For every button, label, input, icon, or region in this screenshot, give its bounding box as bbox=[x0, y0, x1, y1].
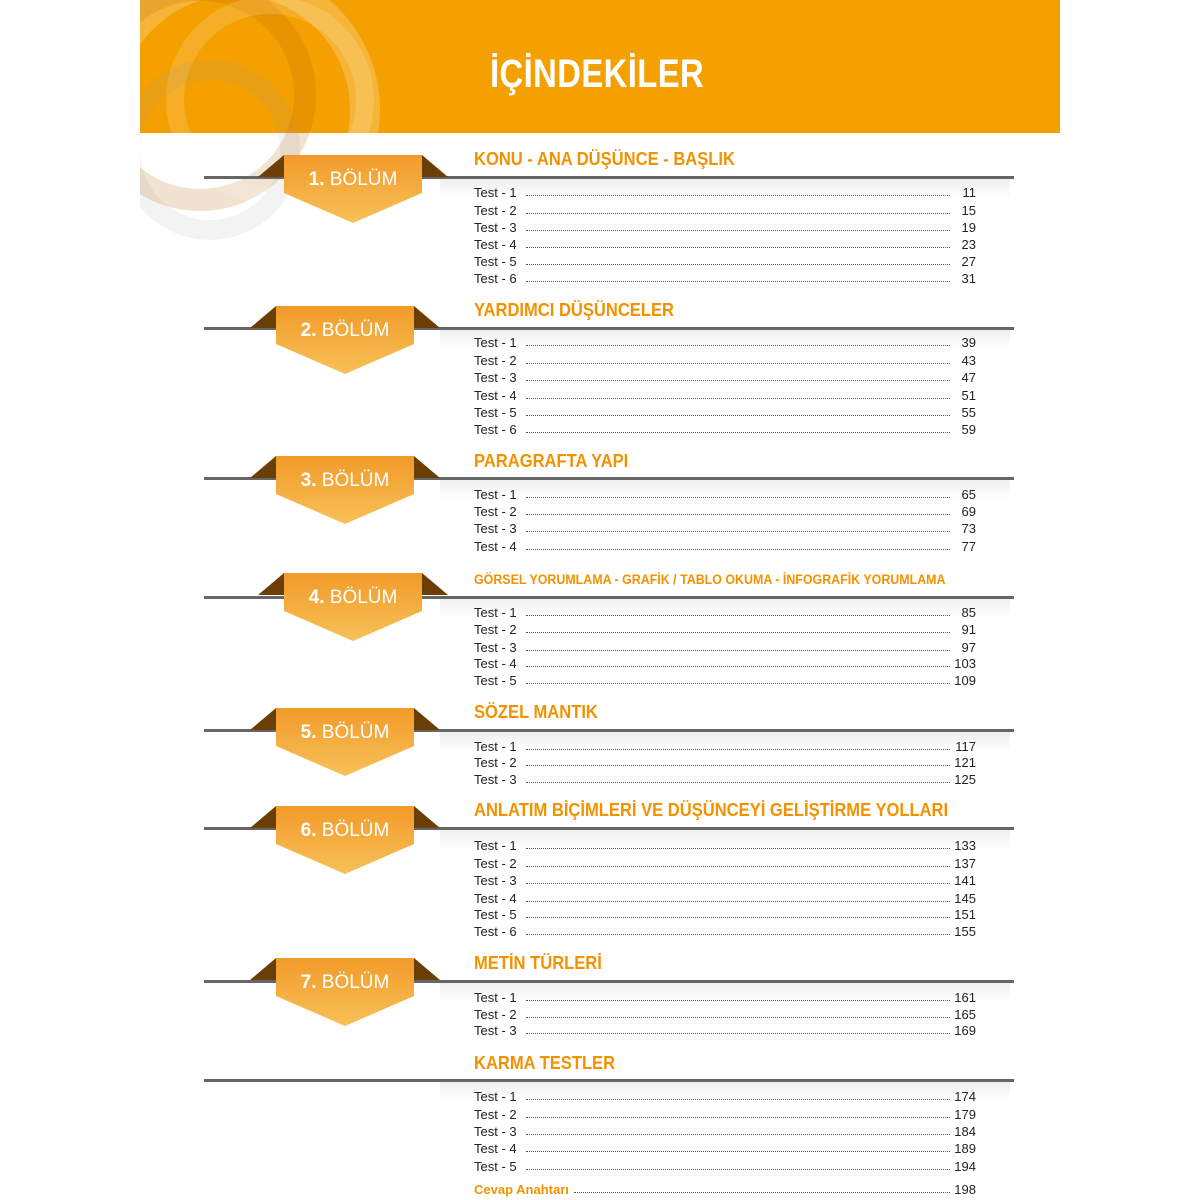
toc-row-page: 91 bbox=[961, 622, 976, 637]
toc-row[interactable] bbox=[474, 352, 976, 369]
toc-row[interactable] bbox=[474, 1158, 976, 1175]
toc-row-label: Test - 4 bbox=[474, 388, 517, 403]
toc-row[interactable] bbox=[474, 387, 976, 404]
toc-row[interactable] bbox=[474, 639, 976, 656]
toc-row[interactable] bbox=[474, 655, 976, 672]
toc-row-label: Test - 5 bbox=[474, 1159, 517, 1174]
toc-row-label: Test - 1 bbox=[474, 185, 517, 200]
toc-row-page: 198 bbox=[954, 1182, 976, 1197]
badge-label: BÖLÜM bbox=[329, 169, 398, 190]
section-title: ANLATIM BİÇİMLERİ VE DÜŞÜNCEYİ GELİŞTİRME YOLLARI bbox=[474, 800, 949, 820]
section-badge bbox=[250, 456, 440, 526]
section-title: PARAGRAFTA YAPI bbox=[474, 451, 629, 471]
toc-row-page: 103 bbox=[954, 656, 976, 671]
toc-row[interactable] bbox=[474, 1022, 976, 1039]
toc-row[interactable] bbox=[474, 270, 976, 287]
toc-row[interactable] bbox=[474, 486, 976, 503]
toc-row-page: 165 bbox=[954, 1007, 976, 1022]
toc-row-label: Test - 4 bbox=[474, 891, 517, 906]
toc-row-page: 161 bbox=[954, 990, 976, 1005]
toc-row-page: 184 bbox=[954, 1124, 976, 1139]
toc-row[interactable] bbox=[474, 236, 976, 253]
toc-row[interactable] bbox=[474, 604, 976, 621]
toc-row-page: 59 bbox=[961, 422, 976, 437]
toc-row-page: 125 bbox=[954, 772, 976, 787]
toc-row-label: Test - 4 bbox=[474, 539, 517, 554]
badge-label: BÖLÜM bbox=[321, 320, 390, 341]
toc-row-page: 174 bbox=[954, 1089, 976, 1104]
page-title: İÇİNDEKİLER bbox=[490, 52, 705, 96]
toc-row-label: Test - 1 bbox=[474, 739, 517, 754]
toc-row-page: 179 bbox=[954, 1107, 976, 1122]
toc-row[interactable] bbox=[474, 538, 976, 555]
toc-row[interactable] bbox=[474, 872, 976, 889]
toc-row-label: Test - 2 bbox=[474, 1107, 517, 1122]
badge-number: 6. bbox=[300, 820, 317, 841]
badge-number: 7. bbox=[300, 972, 317, 993]
toc-row-page: 43 bbox=[961, 353, 976, 368]
toc-row-label: Test - 5 bbox=[474, 405, 517, 420]
toc-row-page: 23 bbox=[961, 237, 976, 252]
toc-row-label: Test - 6 bbox=[474, 422, 517, 437]
toc-row-label: Test - 1 bbox=[474, 605, 517, 620]
toc-row-page: 141 bbox=[954, 873, 976, 888]
toc-row-label: Test - 3 bbox=[474, 220, 517, 235]
toc-row-label: Test - 2 bbox=[474, 353, 517, 368]
toc-row-page: 31 bbox=[961, 271, 976, 286]
toc-row[interactable] bbox=[474, 837, 976, 854]
toc-row-page: 15 bbox=[961, 203, 976, 218]
toc-row-page: 65 bbox=[961, 487, 976, 502]
toc-row[interactable] bbox=[474, 334, 976, 351]
toc-row-label: Test - 2 bbox=[474, 856, 517, 871]
toc-row[interactable] bbox=[474, 219, 976, 236]
toc-row[interactable] bbox=[474, 855, 976, 872]
toc-row-label: Test - 2 bbox=[474, 1007, 517, 1022]
toc-row[interactable] bbox=[474, 369, 976, 386]
toc-row-page: 69 bbox=[961, 504, 976, 519]
toc-row-page: 189 bbox=[954, 1141, 976, 1156]
section-badge bbox=[250, 806, 440, 876]
section-title: KONU - ANA DÜŞÜNCE - BAŞLIK bbox=[474, 149, 735, 169]
section-title: SÖZEL MANTIK bbox=[474, 702, 598, 722]
toc-row-label: Test - 4 bbox=[474, 237, 517, 252]
toc-row-label: Test - 2 bbox=[474, 203, 517, 218]
badge-number: 3. bbox=[300, 470, 317, 491]
toc-row[interactable] bbox=[474, 989, 976, 1006]
toc-row[interactable] bbox=[474, 1088, 976, 1105]
toc-row[interactable] bbox=[474, 754, 976, 771]
toc-row[interactable] bbox=[474, 906, 976, 923]
section-badge bbox=[258, 573, 448, 643]
toc-row-page: 194 bbox=[954, 1159, 976, 1174]
toc-row[interactable] bbox=[474, 621, 976, 638]
badge-label: BÖLÜM bbox=[329, 587, 398, 608]
toc-row-page: 55 bbox=[961, 405, 976, 420]
toc-row-page: 73 bbox=[961, 521, 976, 536]
toc-row-page: 133 bbox=[954, 838, 976, 853]
badge-label: BÖLÜM bbox=[321, 470, 390, 491]
toc-row[interactable] bbox=[474, 1006, 976, 1023]
toc-row[interactable] bbox=[474, 672, 976, 689]
section-title: KARMA TESTLER bbox=[474, 1053, 616, 1073]
section-title: YARDIMCI DÜŞÜNCELER bbox=[474, 300, 674, 320]
toc-row-page: 11 bbox=[962, 185, 976, 200]
toc-row-answer-key[interactable] bbox=[474, 1181, 976, 1198]
toc-row-page: 145 bbox=[954, 891, 976, 906]
toc-row-label: Test - 1 bbox=[474, 335, 517, 350]
toc-row-page: 39 bbox=[961, 335, 976, 350]
badge-number: 4. bbox=[308, 587, 325, 608]
section-divider bbox=[204, 1079, 1014, 1082]
toc-row-page: 109 bbox=[954, 673, 976, 688]
toc-row[interactable] bbox=[474, 184, 976, 201]
toc-row-page: 117 bbox=[955, 739, 976, 754]
toc-row[interactable] bbox=[474, 1123, 976, 1140]
toc-row-page: 77 bbox=[961, 539, 976, 554]
toc-row-label: Test - 1 bbox=[474, 838, 517, 853]
toc-row[interactable] bbox=[474, 1106, 976, 1123]
toc-row-page: 137 bbox=[954, 856, 976, 871]
toc-row[interactable] bbox=[474, 923, 976, 940]
toc-row-page: 27 bbox=[961, 254, 976, 269]
toc-row-label: Cevap Anahtarı bbox=[474, 1182, 569, 1197]
section-badge bbox=[258, 155, 448, 225]
toc-row-label: Test - 1 bbox=[474, 487, 517, 502]
toc-row-page: 19 bbox=[961, 220, 976, 235]
section-title: GÖRSEL YORUMLAMA - GRAFİK / TABLO OKUMA - İNFOGRAFİK YORUMLAMA bbox=[474, 572, 946, 587]
toc-row-label: Test - 3 bbox=[474, 640, 517, 655]
toc-row[interactable] bbox=[474, 738, 976, 755]
toc-row-label: Test - 3 bbox=[474, 1023, 517, 1038]
toc-row-page: 51 bbox=[961, 388, 976, 403]
toc-row[interactable] bbox=[474, 1140, 976, 1157]
toc-row-label: Test - 5 bbox=[474, 907, 517, 922]
toc-row[interactable] bbox=[474, 421, 976, 438]
toc-row[interactable] bbox=[474, 771, 976, 788]
badge-label: BÖLÜM bbox=[321, 972, 390, 993]
toc-row[interactable] bbox=[474, 503, 976, 520]
toc-row[interactable] bbox=[474, 520, 976, 537]
badge-number: 5. bbox=[300, 722, 317, 743]
badge-label: BÖLÜM bbox=[321, 820, 390, 841]
section-badge bbox=[250, 306, 440, 376]
toc-row-label: Test - 5 bbox=[474, 254, 517, 269]
badge-number: 2. bbox=[300, 320, 317, 341]
toc-row[interactable] bbox=[474, 890, 976, 907]
toc-row-label: Test - 4 bbox=[474, 656, 517, 671]
badge-label: BÖLÜM bbox=[321, 722, 390, 743]
section-badge bbox=[250, 958, 440, 1028]
toc-row-label: Test - 2 bbox=[474, 504, 517, 519]
toc-row-label: Test - 1 bbox=[474, 1089, 517, 1104]
toc-row-page: 85 bbox=[961, 605, 976, 620]
toc-row[interactable] bbox=[474, 202, 976, 219]
toc-row-page: 97 bbox=[961, 640, 976, 655]
toc-row-label: Test - 4 bbox=[474, 1141, 517, 1156]
toc-row[interactable] bbox=[474, 253, 976, 270]
toc-row-label: Test - 3 bbox=[474, 370, 517, 385]
toc-row-label: Test - 3 bbox=[474, 521, 517, 536]
toc-row-label: Test - 3 bbox=[474, 1124, 517, 1139]
toc-row-label: Test - 2 bbox=[474, 755, 517, 770]
toc-row-page: 121 bbox=[954, 755, 976, 770]
toc-row[interactable] bbox=[474, 404, 976, 421]
toc-row-label: Test - 1 bbox=[474, 990, 517, 1005]
toc-row-page: 155 bbox=[954, 924, 976, 939]
toc-row-page: 151 bbox=[954, 907, 976, 922]
toc-row-page: 47 bbox=[961, 370, 976, 385]
toc-row-page: 169 bbox=[954, 1023, 976, 1038]
toc-row-label: Test - 6 bbox=[474, 924, 517, 939]
toc-page bbox=[140, 0, 1060, 1200]
toc-row-label: Test - 6 bbox=[474, 271, 517, 286]
section-title: METİN TÜRLERİ bbox=[474, 953, 602, 973]
toc-row-label: Test - 3 bbox=[474, 772, 517, 787]
badge-number: 1. bbox=[308, 169, 325, 190]
toc-row-label: Test - 5 bbox=[474, 673, 517, 688]
section-badge bbox=[250, 708, 440, 778]
toc-row-label: Test - 2 bbox=[474, 622, 517, 637]
toc-row-label: Test - 3 bbox=[474, 873, 517, 888]
